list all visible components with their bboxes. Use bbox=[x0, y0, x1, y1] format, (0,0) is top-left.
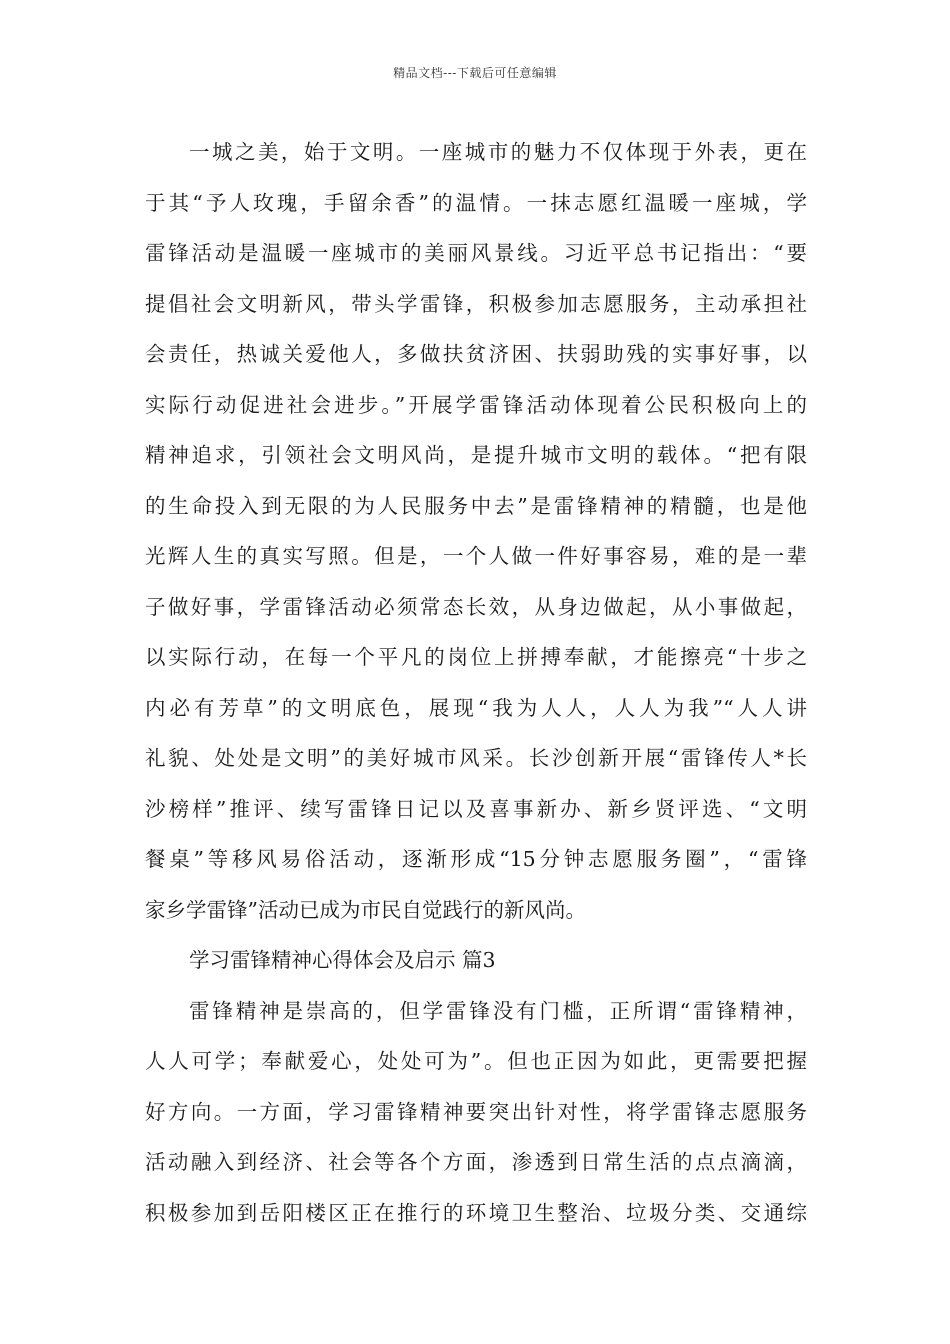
text-line: 实际行动促进社会进步。”开展学雷锋活动体现着公民积极向上的 bbox=[145, 392, 807, 417]
text-line: 内必有芳草”的文明底色，展现“我为人人，人人为我”“人人讲 bbox=[145, 695, 807, 720]
text-line: 以实际行动，在每一个平凡的岗位上拼搏奉献，才能擦亮“十步之 bbox=[145, 645, 807, 669]
text-line: 的生命投入到无限的为人民服务中去”是雷锋精神的精髓，也是他 bbox=[145, 493, 807, 518]
text-line: 礼貌、处处是文明”的美好城市风采。长沙创新开展“雷锋传人*长 bbox=[145, 746, 807, 770]
text-line: 雷锋精神是崇高的，但学雷锋没有门槛，正所谓“雷锋精神， bbox=[189, 998, 807, 1023]
text-line: 雷锋活动是温暖一座城市的美丽风景线。习近平总书记指出：“要 bbox=[145, 241, 807, 265]
text-line: 家乡学雷锋”活动已成为市民自觉践行的新风尚。 bbox=[145, 897, 586, 922]
text-line: 精神追求，引领社会文明风尚，是提升城市文明的载体。“把有限 bbox=[145, 443, 807, 467]
text-line: 子做好事，学雷锋活动必须常态长效，从身边做起，从小事做起， bbox=[145, 594, 807, 619]
text-line: 会责任，热诚关爱他人，多做扶贫济困、扶弱助残的实事好事，以 bbox=[145, 342, 807, 366]
text-line: 于其“予人玫瑰，手留余香”的温情。一抹志愿红温暖一座城，学 bbox=[145, 190, 807, 215]
text-line: 活动融入到经济、社会等各个方面，渗透到日常生活的点点滴滴， bbox=[145, 1150, 807, 1174]
text-line: 好方向。一方面，学习雷锋精神要突出针对性，将学雷锋志愿服务 bbox=[145, 1099, 807, 1124]
text-line: 光辉人生的真实写照。但是，一个人做一件好事容易，难的是一辈 bbox=[145, 544, 807, 568]
text-line: 沙榜样”推评、续写雷锋日记以及喜事新办、新乡贤评选、“文明 bbox=[145, 796, 807, 821]
text-line: 一城之美，始于文明。一座城市的魅力不仅体现于外表，更在 bbox=[189, 140, 807, 164]
page-header: 精品文档---下载后可任意编辑 bbox=[393, 66, 557, 80]
section-heading: 学习雷锋精神心得体会及启示 篇3 bbox=[189, 948, 496, 972]
text-line: 积极参加到岳阳楼区正在推行的环境卫生整治、垃圾分类、交通综 bbox=[145, 1200, 807, 1225]
text-line: 人人可学；奉献爱心，处处可为”。但也正因为如此，更需要把握 bbox=[145, 1049, 807, 1073]
text-line: 餐桌”等移风易俗活动，逐渐形成“15分钟志愿服务圈”，“雷锋 bbox=[145, 847, 807, 871]
document-body bbox=[145, 132, 807, 1243]
text-line: 提倡社会文明新风，带头学雷锋，积极参加志愿服务，主动承担社 bbox=[145, 291, 807, 316]
